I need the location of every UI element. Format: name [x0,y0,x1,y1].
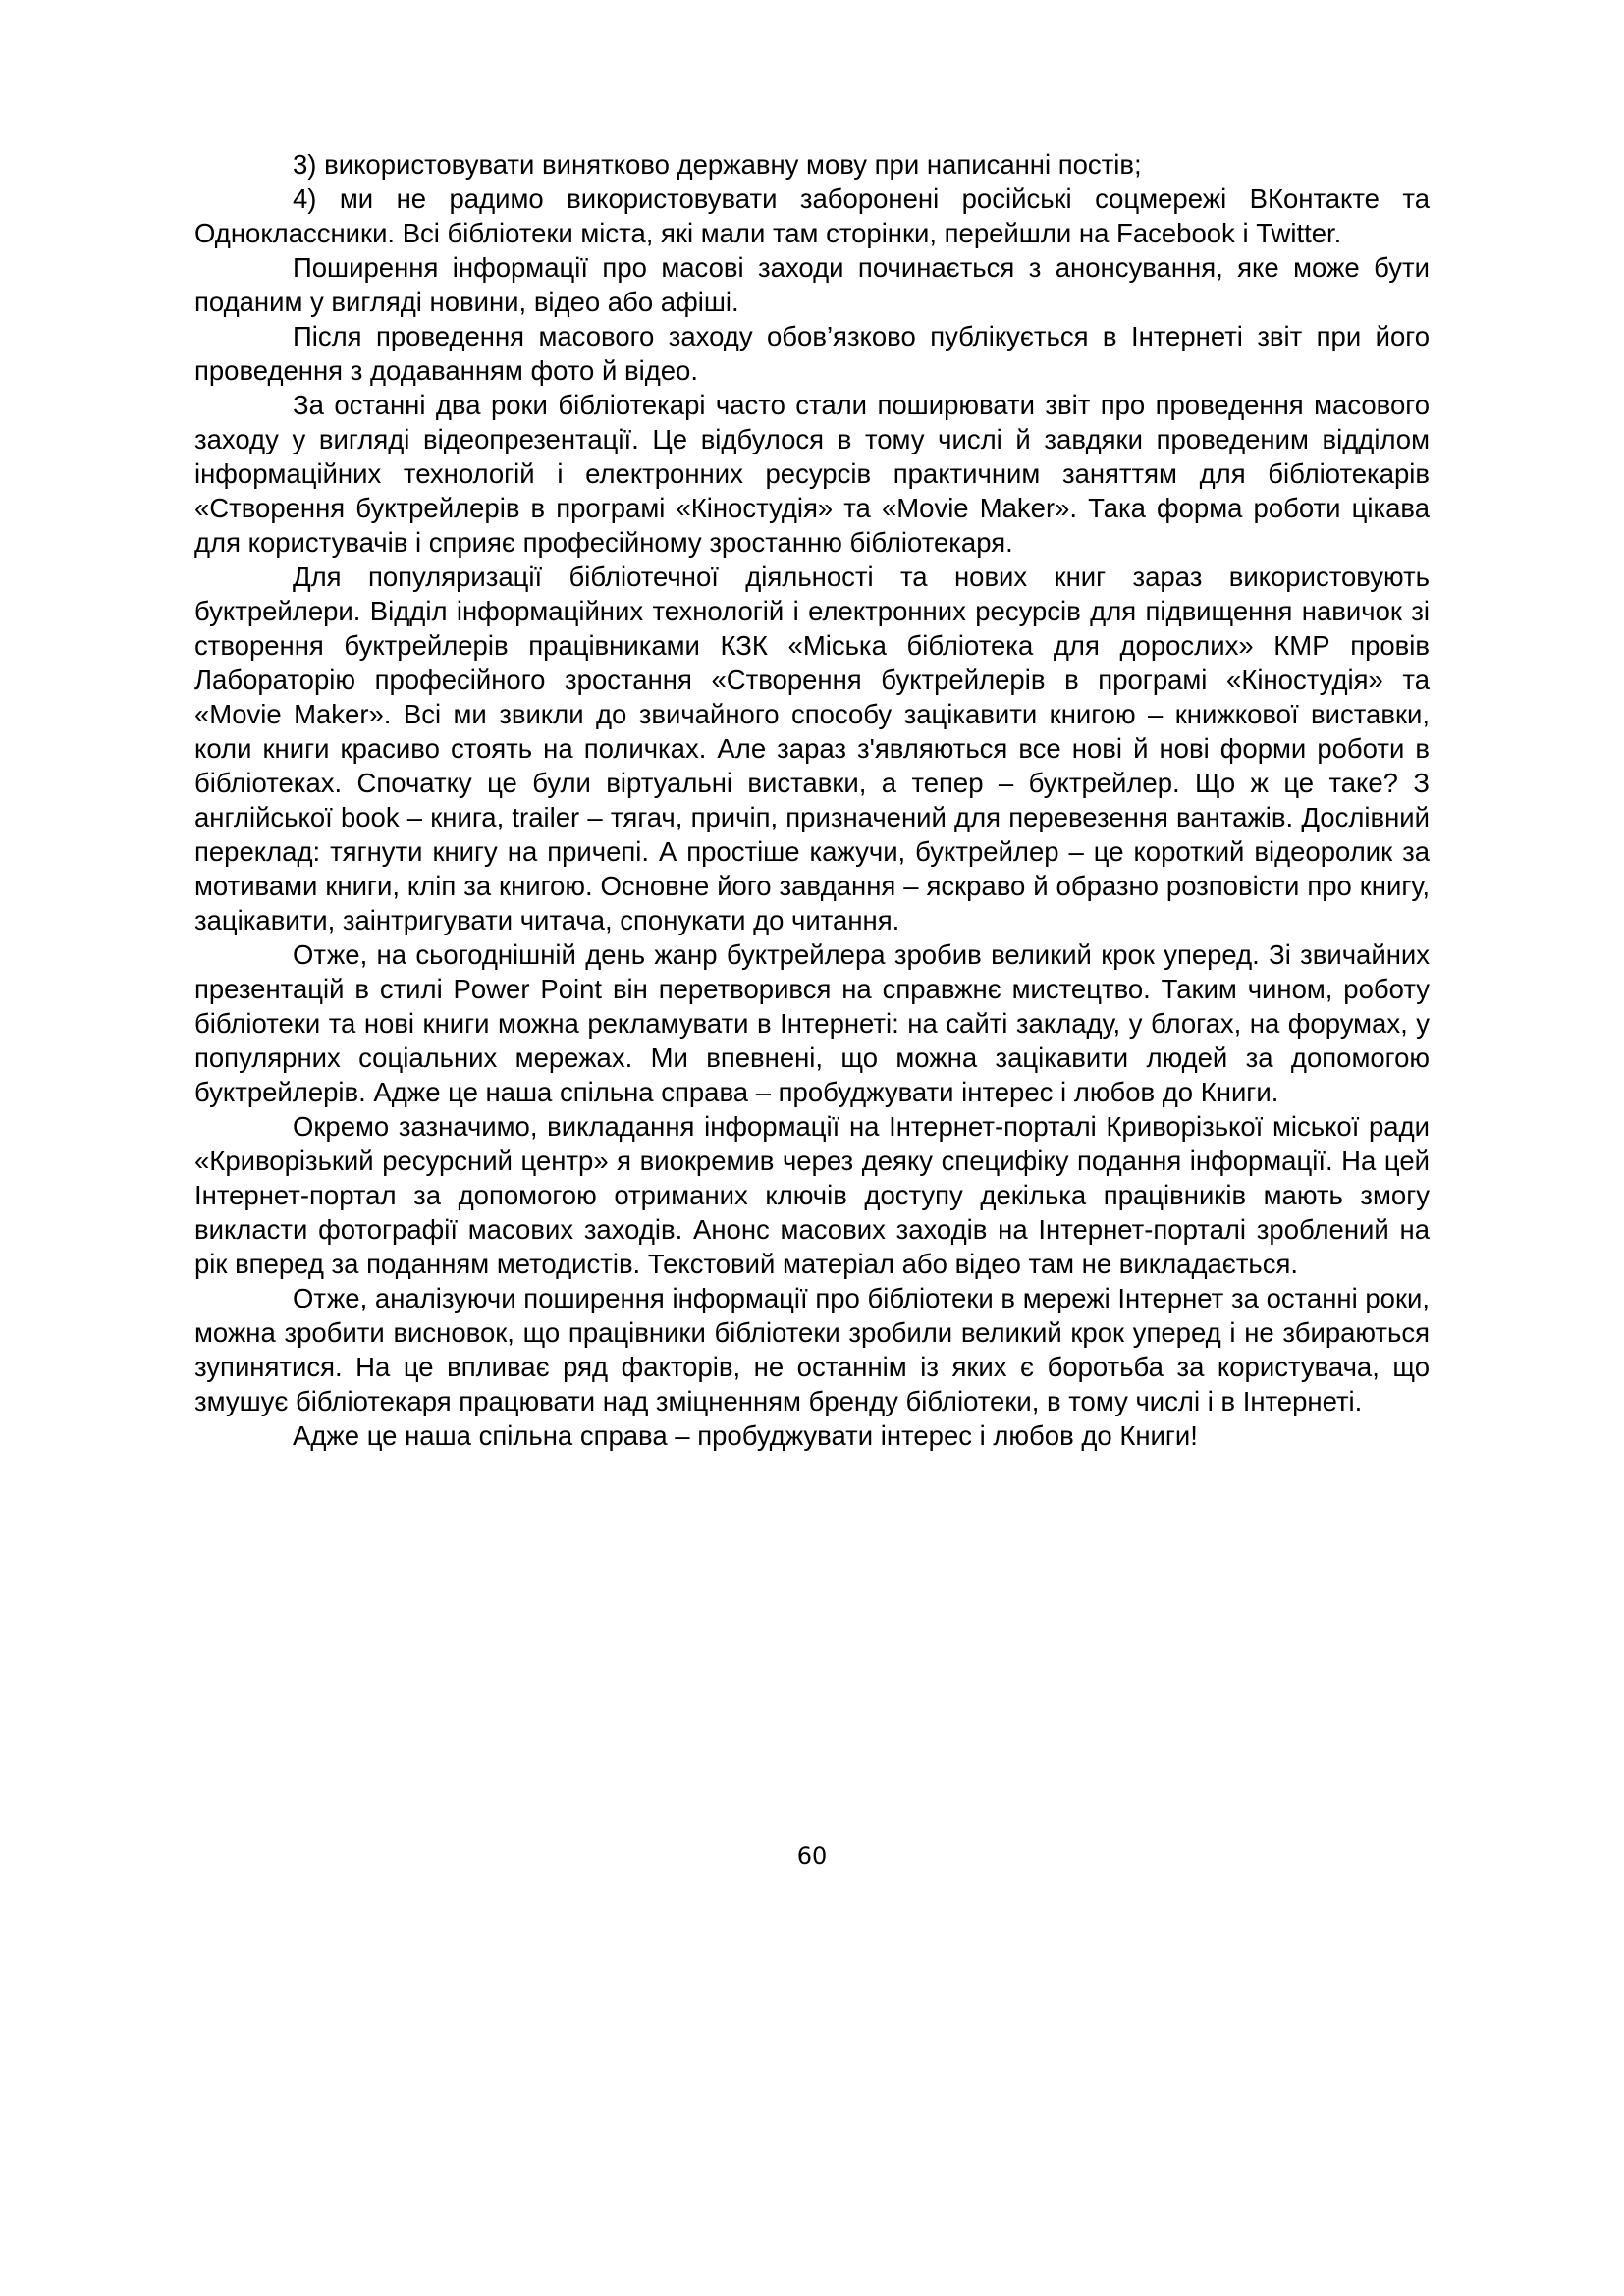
paragraph-closing: Адже це наша спільна справа – пробуджувати інтерес і любов до Книги! [293,1420,1198,1451]
list-item-4: 4) ми не радимо використовувати заборонені російські соцмережі ВКонтакте та Одноклассники. Всі бібліотеки міста, які мали там сторінки, перейшли на Facebook і Twitter. [194,184,1430,248]
paragraph-announcements: Поширення інформації про масові заходи починається з анонсування, яке може бути поданим у вигляді новини, відео або афіші. [194,252,1430,317]
list-item-3: 3) використовувати винятково державну мову при написанні постів; [293,149,1142,180]
paragraph-video-presentation: За останні два роки бібліотекарі часто стали поширювати звіт про проведення масового заходу у вигляді відеопрезентації. Це відбулося в тому числі й завдяки проведеним відділом інформаційних технологій і електронних ресурсів практичним заняттям для бібліотекарів «Створення буктрейлерів в програмі «Кіностудія» та «Movie Maker». Така форма роботи цікава для користувачів і сприяє професійному зростанню бібліотекаря. [194,390,1430,558]
paragraph-internet-portal: Окремо зазначимо, викладання інформації на Інтернет-порталі Криворізької міської ради «Криворізький ресурсний центр» я виокремив через деяку специфіку подання інформації. На цей Інтернет-портал за допомогою отриманих ключів доступу декілька працівників мають змогу викласти фотографії масових заходів. Анонс масових заходів на Інтернет-порталі зроблений на рік вперед за поданням методистів. Текстовий матеріал або відео там не викладається. [194,1111,1430,1279]
paragraph-conclusion: Отже, аналізуючи поширення інформації про бібліотеки в мережі Інтернет за останні роки, можна зробити висновок, що працівники бібліотеки зробили великий крок уперед і не збираються зупинятися. На це впливає ряд факторів, не останнім із яких є боротьба за користувача, що змушує бібліотекаря працювати над зміцненням бренду бібліотеки, в тому числі і в Інтернеті. [194,1283,1430,1416]
page-body [194,147,1430,1453]
paragraph-booktrailer-genre: Отже, на сьогоднішній день жанр буктрейлера зробив великий крок уперед. Зі звичайних презентацій в стилі Power Point він перетворився на справжнє мистецтво. Таким чином, роботу бібліотеки та нові книги можна рекламувати в Інтернеті: на сайті закладу, у блогах, на форумах, у популярних соціальних мережах. Ми впевнені, що можна зацікавити людей за допомогою буктрейлерів. Адже це наша спільна справа – пробуджувати інтерес і любов до Книги. [194,939,1430,1107]
paragraph-booktrailers: Для популяризації бібліотечної діяльності та нових книг зараз використовують буктрейлери. Відділ інформаційних технологій і електронних ресурсів для підвищення навичок зі створення буктрейлерів працівниками КЗК «Міська бібліотека для дорослих» КМР провів Лабораторію професійного зростання «Створення буктрейлерів в програмі «Кіностудія» та «Movie Maker». Всі ми звикли до звичайного способу зацікавити книгою – книжкової виставки, коли книги красиво стоять на поличках. Але зараз з'являються все нові й нові форми роботи в бібліотеках. Спочатку це були віртуальні виставки, а тепер – буктрейлер. Що ж це таке? З англійської book – книга, trailer – тягач, причіп, призначений для перевезення вантажів. Дослівний переклад: тягнути книгу на причепі. А простіше кажучи, буктрейлер – це короткий відеоролик за мотивами книги, кліп за книгою. Основне його завдання – яскраво й образно розповісти про книгу, зацікавити, заінтригувати читача, спонукати до читання. [194,561,1430,935]
paragraph-event-report: Після проведення масового заходу обов’язково публікується в Інтернеті звіт при його проведення з додаванням фото й відео. [194,321,1430,386]
page-number: 60 [796,1842,828,1870]
